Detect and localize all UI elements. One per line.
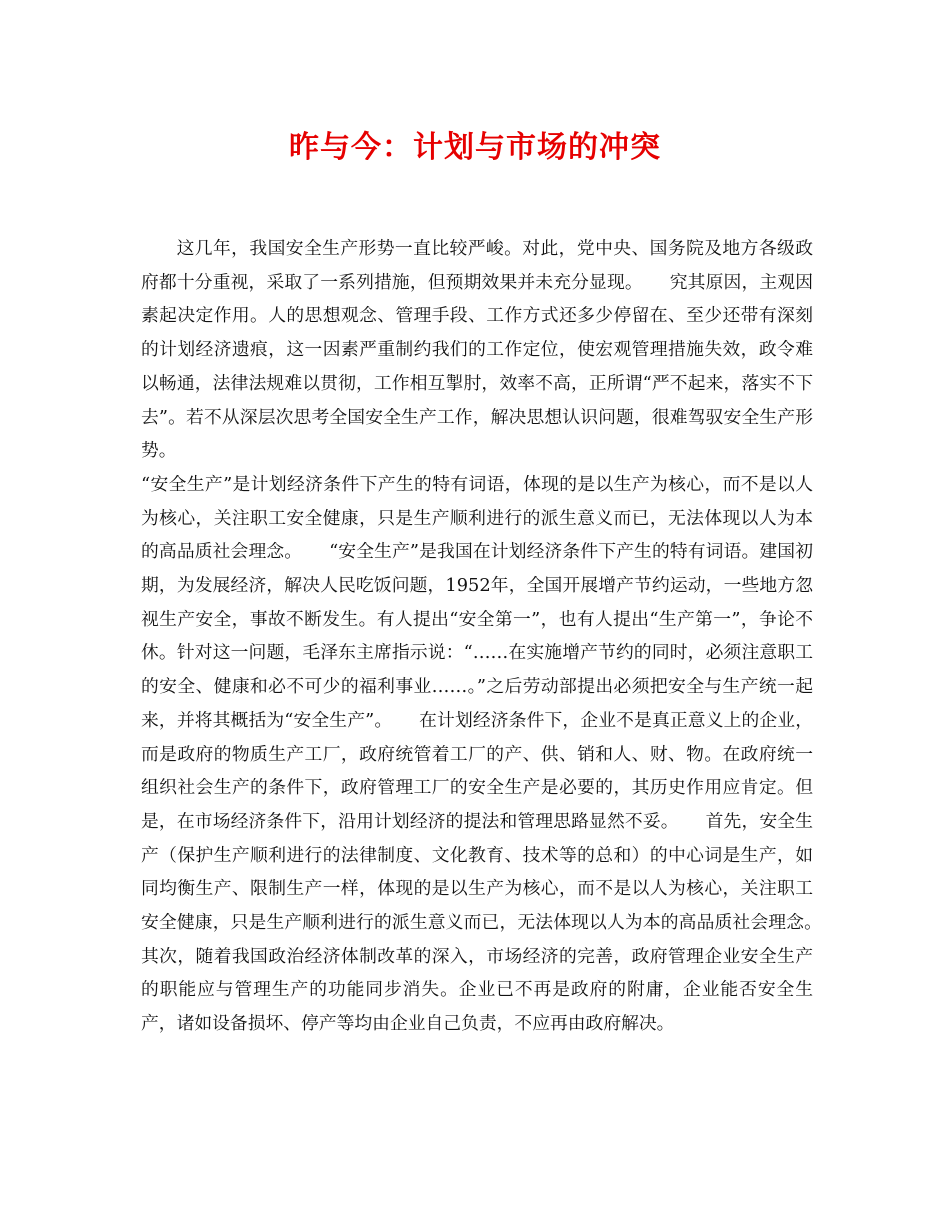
paragraph-1: 这几年，我国安全生产形势一直比较严峻。对此，党中央、国务院及地方各级政府都十分重视，采取了一系列措施，但预期效果并未充分显现。 究其原因，主观因素起决定作用。人的思想观念、管理手段、工作方式还多少停留在、至少还带有深刻的计划经济遗痕，这一因素严重制约我们的工作定位，使宏观管理措施失效，政令难以畅通，法律法规难以贯彻，工作相互掣肘，效率不高，正所谓“严不起来，落实不下去”。若不从深层次思考全国安全生产工作，解决思想认识问题，很难驾驭安全生产形势。 xyxy=(141,238,813,462)
document-title: 昨与今：计划与市场的冲突 xyxy=(289,130,661,165)
paragraph-2: “安全生产”是计划经济条件下产生的特有词语，体现的是以生产为核心，而不是以人为核心，关注职工安全健康，只是生产顺利进行的派生意义而已，无法体现以人为本的高品质社会理念。 “安全生产”是我国在计划经济条件下产生的特有词语。建国初期，为发展经济，解决人民吃饭问题，1952年，全国开展增产节约运动，一些地方忽视生产安全，事故不断发生。有人提出“安全第一”，也有人提出“生产第一”，争论不休。针对这一问题，毛泽东主席指示说：“……在实施增产节约的同时，必须注意职工的安全、健康和必不可少的福利事业……。”之后劳动部提出必须把安全与生产统一起来，并将其概括为“安全生产”。 在计划经济条件下，企业不是真正意义上的企业，而是政府的物质生产工厂，政府统管着工厂的产、供、销和人、财、物。在政府统一组织社会生产的条件下，政府管理工厂的安全生产是必要的，其历史作用应肯定。但是，在市场经济条件下，沿用计划经济的提法和管理思路显然不妥。 首先，安全生产（保护生产顺利进行的法律制度、文化教育、技术等的总和）的中心词是生产，如同均衡生产、限制生产一样，体现的是以生产为核心，而不是以人为核心，关注职工安全健康，只是生产顺利进行的派生意义而已，无法体现以人为本的高品质社会理念。 其次，随着我国政治经济体制改革的深入，市场经济的完善，政府管理企业安全生产的职能应与管理生产的功能同步消失。企业已不再是政府的附庸，企业能否安全生产，诸如设备损坏、停产等均由企业自己负责，不应再由政府解决。 xyxy=(141,473,849,1035)
document-body xyxy=(141,232,849,1041)
